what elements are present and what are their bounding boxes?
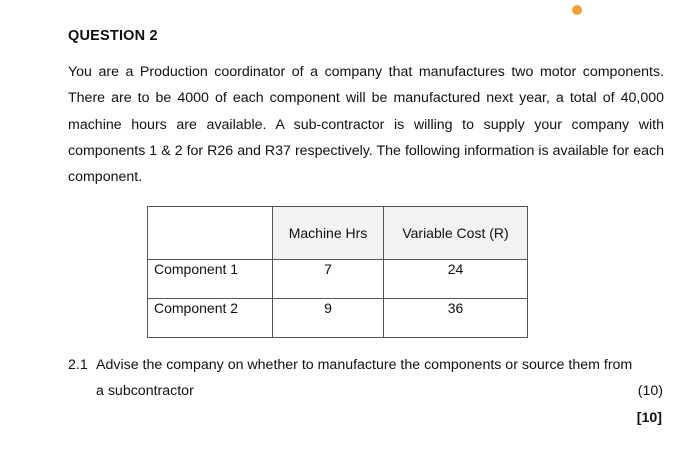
row-label: Component 1 bbox=[148, 260, 273, 299]
orange-dot-icon bbox=[572, 5, 582, 15]
question-title: QUESTION 2 bbox=[68, 28, 158, 44]
row-machine-hrs: 7 bbox=[273, 260, 384, 299]
row-machine-hrs: 9 bbox=[273, 299, 384, 338]
subquestion-text-line1: Advise the company on whether to manufacture the components or source them from bbox=[96, 357, 633, 373]
row-label: Component 2 bbox=[148, 299, 273, 338]
question-paragraph: You are a Production coordinator of a company that manufactures two motor components. There are to be 4000 of each component will be manufactured next year, a total of 40,000 machine hours are available. A sub-contractor is willing to supply your company with components 1 & 2 for R26 and R37 respectively. The following information is available for each component. bbox=[68, 64, 664, 186]
table-header-empty bbox=[148, 207, 273, 260]
table-header-variable-cost: Variable Cost (R) bbox=[384, 207, 528, 260]
table-row bbox=[148, 260, 528, 299]
subquestion-text-line2: a subcontractor bbox=[96, 383, 194, 399]
row-variable-cost: 36 bbox=[384, 299, 528, 338]
subquestion-marks: (10) bbox=[637, 383, 663, 399]
subquestion-number: 2.1 bbox=[68, 357, 88, 373]
table-header-row bbox=[148, 207, 528, 260]
component-table bbox=[147, 206, 528, 338]
table-row bbox=[148, 299, 528, 338]
table-header-machine-hrs: Machine Hrs bbox=[273, 207, 384, 260]
row-variable-cost: 24 bbox=[384, 260, 528, 299]
total-marks: [10] bbox=[636, 410, 662, 426]
